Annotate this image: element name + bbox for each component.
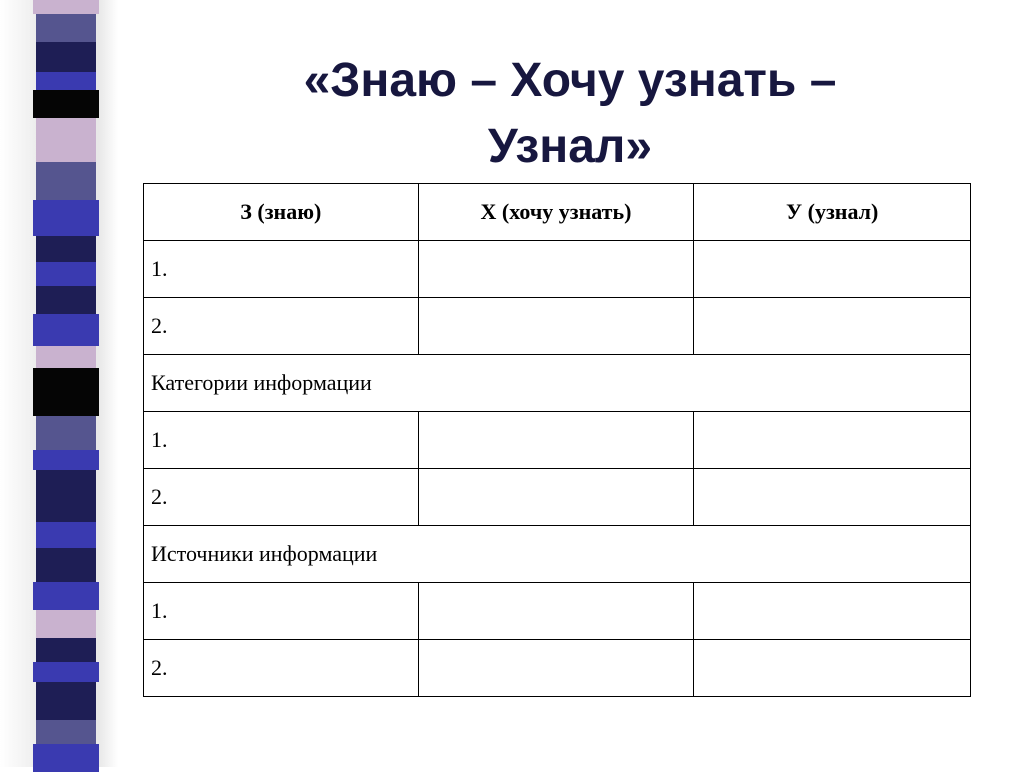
table-cell: 1. <box>144 583 419 640</box>
bar-stripe <box>36 682 96 720</box>
bar-stripe <box>36 500 96 522</box>
kwl-table <box>143 183 971 697</box>
header-learned: У (узнал) <box>694 184 971 241</box>
bar-stripe <box>36 638 96 662</box>
bar-stripe <box>36 42 96 72</box>
table-cell <box>694 412 971 469</box>
bar-stripe <box>33 744 99 772</box>
table-row <box>144 640 971 697</box>
table-row <box>144 583 971 640</box>
bar-stripe <box>36 72 96 90</box>
table-cell: 2. <box>144 298 419 355</box>
bar-stripe <box>36 286 96 314</box>
table-cell <box>418 298 694 355</box>
table-cell <box>694 241 971 298</box>
table-cell: 1. <box>144 412 419 469</box>
table-header-row <box>144 184 971 241</box>
bar-stripe <box>36 14 96 42</box>
bar-stripe <box>36 548 96 582</box>
section-label: Категории информации <box>144 355 971 412</box>
bar-stripe <box>36 470 96 500</box>
bar-stripe <box>33 90 99 118</box>
bar-stripe <box>36 118 96 162</box>
table-cell <box>418 412 694 469</box>
header-know: З (знаю) <box>144 184 419 241</box>
bar-stripe <box>36 416 96 450</box>
bar-stripe <box>36 162 96 200</box>
table-cell <box>694 640 971 697</box>
bar-stripe <box>36 236 96 262</box>
bar-stripe <box>33 582 99 610</box>
table-row <box>144 412 971 469</box>
table-cell: 2. <box>144 640 419 697</box>
table-cell <box>694 469 971 526</box>
section-row-sources <box>144 526 971 583</box>
table-cell <box>694 298 971 355</box>
bar-stripe <box>33 0 99 14</box>
bar-stripe <box>33 314 99 346</box>
bar-stripe <box>36 610 96 638</box>
table-cell: 2. <box>144 469 419 526</box>
header-want-to-know: Х (хочу узнать) <box>418 184 694 241</box>
bar-stripe <box>33 450 99 470</box>
table-row <box>144 469 971 526</box>
table-cell: 1. <box>144 241 419 298</box>
table-cell <box>418 469 694 526</box>
bar-stripe <box>33 200 99 236</box>
table-cell <box>694 583 971 640</box>
bar-stripe <box>36 720 96 744</box>
decorative-striped-bar <box>36 0 96 767</box>
bar-stripe <box>33 662 99 682</box>
section-label: Источники информации <box>144 526 971 583</box>
bar-stripe <box>36 522 96 548</box>
section-row-categories <box>144 355 971 412</box>
slide-title-line-2: Узнал» <box>487 120 653 173</box>
table-cell <box>418 640 694 697</box>
bar-stripe <box>36 346 96 368</box>
table-cell <box>418 241 694 298</box>
table-row <box>144 241 971 298</box>
slide-title-line-1: «Знаю – Хочу узнать – <box>303 54 837 107</box>
bar-stripe <box>36 262 96 286</box>
slide-title <box>130 48 1010 180</box>
table-row <box>144 298 971 355</box>
bar-stripe <box>33 368 99 416</box>
table-cell <box>418 583 694 640</box>
